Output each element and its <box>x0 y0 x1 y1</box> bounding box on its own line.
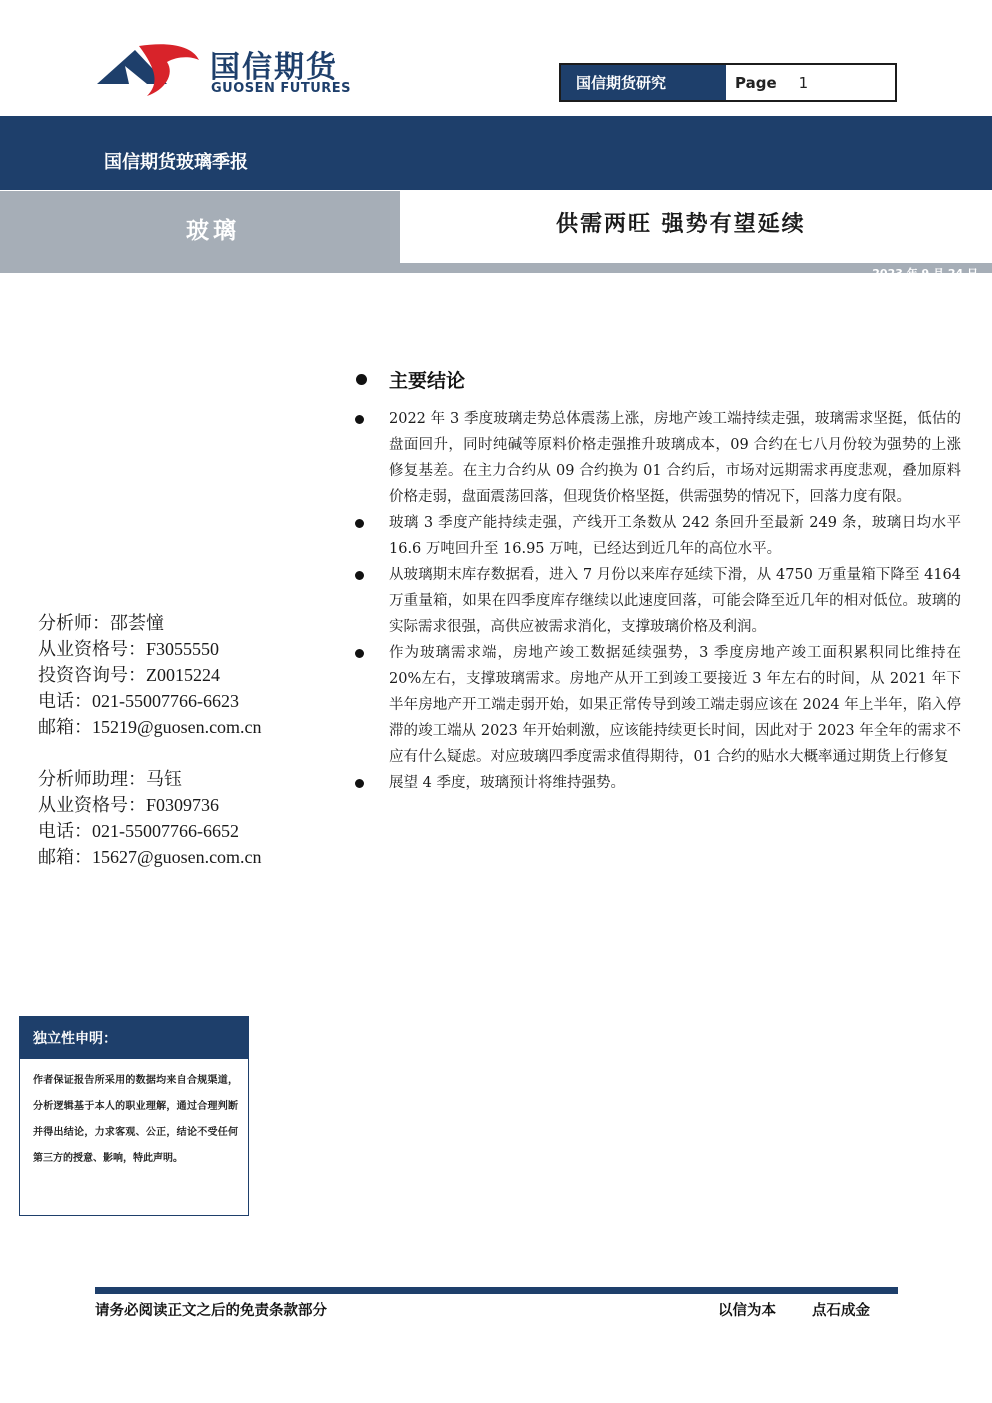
conclusion-list <box>355 406 961 796</box>
conclusion-text: 从玻璃期末库存数据看，进入 7 月份以来库存延续下滑，从 4750 万重量箱下降至 4164 万重量箱，如果在四季度库存继续以此速度回落，可能会降至近几年的相对低位。玻璃的实际需求很强，高供应被需求消化，支撑玻璃价格及利润。 <box>389 567 961 635</box>
page-indicator <box>726 65 895 100</box>
slogan-part-2: 点石成金 <box>812 1303 870 1319</box>
assistant-name: 分析师助理：马钰 <box>38 769 182 789</box>
bullet-dot-icon <box>355 415 364 424</box>
conclusion-text: 2022 年 3 季度玻璃走势总体震荡上涨，房地产竣工端持续走强，玻璃需求坚挺，低估的盘面回升，同时纯碱等原料价格走强推升玻璃成本，09 合约在七八月份较为强势的上涨修复基差。在主力合约从 09 合约换为 01 合约后，市场对远期需求再度悲观，叠加原料价格走弱，盘面震荡回落，但现货价格坚挺，供需强势的情况下，回落力度有限。 <box>389 411 961 505</box>
conclusion-item <box>355 640 961 770</box>
page-number: 1 <box>798 73 809 92</box>
conclusion-text: 作为玻璃需求端，房地产竣工数据延续强势，3 季度房地产竣工面积累积同比维持在 20%左右，支撑玻璃需求。房地产从开工到竣工要接近 3 年左右的时间，从 2021 年下半年房地产开工端走弱开始，如果正常传导到竣工端走弱应该在 2024 年上半年，陷入停滞的竣工端从 2023 年开始刺激，应该能持续更长时间，因此对于 2023 年全年的需求不应有什么疑虑。对应玻璃四季度需求值得期待，01 合约的贴水大概率通过期货上行修复 <box>389 645 961 765</box>
statement-title: 独立性申明： <box>20 1017 248 1059</box>
analyst-name: 分析师：邵荟憧 <box>38 613 164 633</box>
logo-name-en: GUOSEN FUTURES <box>211 81 352 96</box>
bullet-dot-icon <box>356 374 367 385</box>
category-title: 玻璃 <box>186 218 240 244</box>
assistant-email[interactable]: 邮箱：15627@guosen.com.cn <box>38 847 262 867</box>
assistant-license: 从业资格号：F0309736 <box>38 795 220 815</box>
conclusion-item <box>355 770 961 796</box>
analyst-consult-number: 投资咨询号：Z0015224 <box>38 665 220 685</box>
conclusion-item <box>355 510 961 562</box>
report-type: 国信期货玻璃季报 <box>104 152 248 173</box>
analyst-email[interactable]: 邮箱：15219@guosen.com.cn <box>38 717 262 737</box>
guosen-logo-mark-icon <box>95 40 203 100</box>
research-label: 国信期货研究 <box>561 65 726 100</box>
assistant-phone: 电话：021-55007766-6652 <box>38 821 239 841</box>
statement-body: 作者保证报告所采用的数据均来自合规渠道，分析逻辑基于本人的职业理解，通过合理判断 并得出结论，力求客观、公正，结论不受任何第三方的授意、影响，特此声明。 <box>33 1075 238 1164</box>
report-date: 2023 年 9 月 24 日 <box>872 267 978 280</box>
conclusion-text: 玻璃 3 季度产能持续走强，产线开工条数从 242 条回升至最新 249 条，玻璃日均水平 16.6 万吨回升至 16.95 万吨，已经达到近几年的高位水平。 <box>389 515 961 557</box>
bullet-dot-icon <box>355 571 364 580</box>
analyst-info <box>38 610 262 870</box>
section-title <box>356 366 465 393</box>
footer-disclaimer-note: 请务必阅读正文之后的免责条款部分 <box>95 1303 327 1319</box>
conclusion-text: 展望 4 季度，玻璃预计将维持强势。 <box>389 775 625 791</box>
research-page-box <box>559 63 897 102</box>
report-headline: 供需两旺 强势有望延续 <box>556 212 806 237</box>
guosen-logo <box>95 40 365 100</box>
page-label: Page <box>735 73 777 92</box>
conclusion-item <box>355 406 961 510</box>
bullet-dot-icon <box>355 779 364 788</box>
bullet-dot-icon <box>355 519 364 528</box>
logo-name-cn: 国信期货 <box>210 50 338 85</box>
analyst-phone: 电话：021-55007766-6623 <box>38 691 239 711</box>
slogan-part-1: 以信为本 <box>718 1303 776 1319</box>
bullet-dot-icon <box>355 649 364 658</box>
analyst-license: 从业资格号：F3055550 <box>38 639 220 659</box>
conclusion-item <box>355 562 961 640</box>
footer-divider <box>95 1287 898 1294</box>
footer-slogan <box>718 1299 870 1320</box>
section-title-text: 主要结论 <box>389 370 466 392</box>
independence-statement <box>19 1016 249 1216</box>
